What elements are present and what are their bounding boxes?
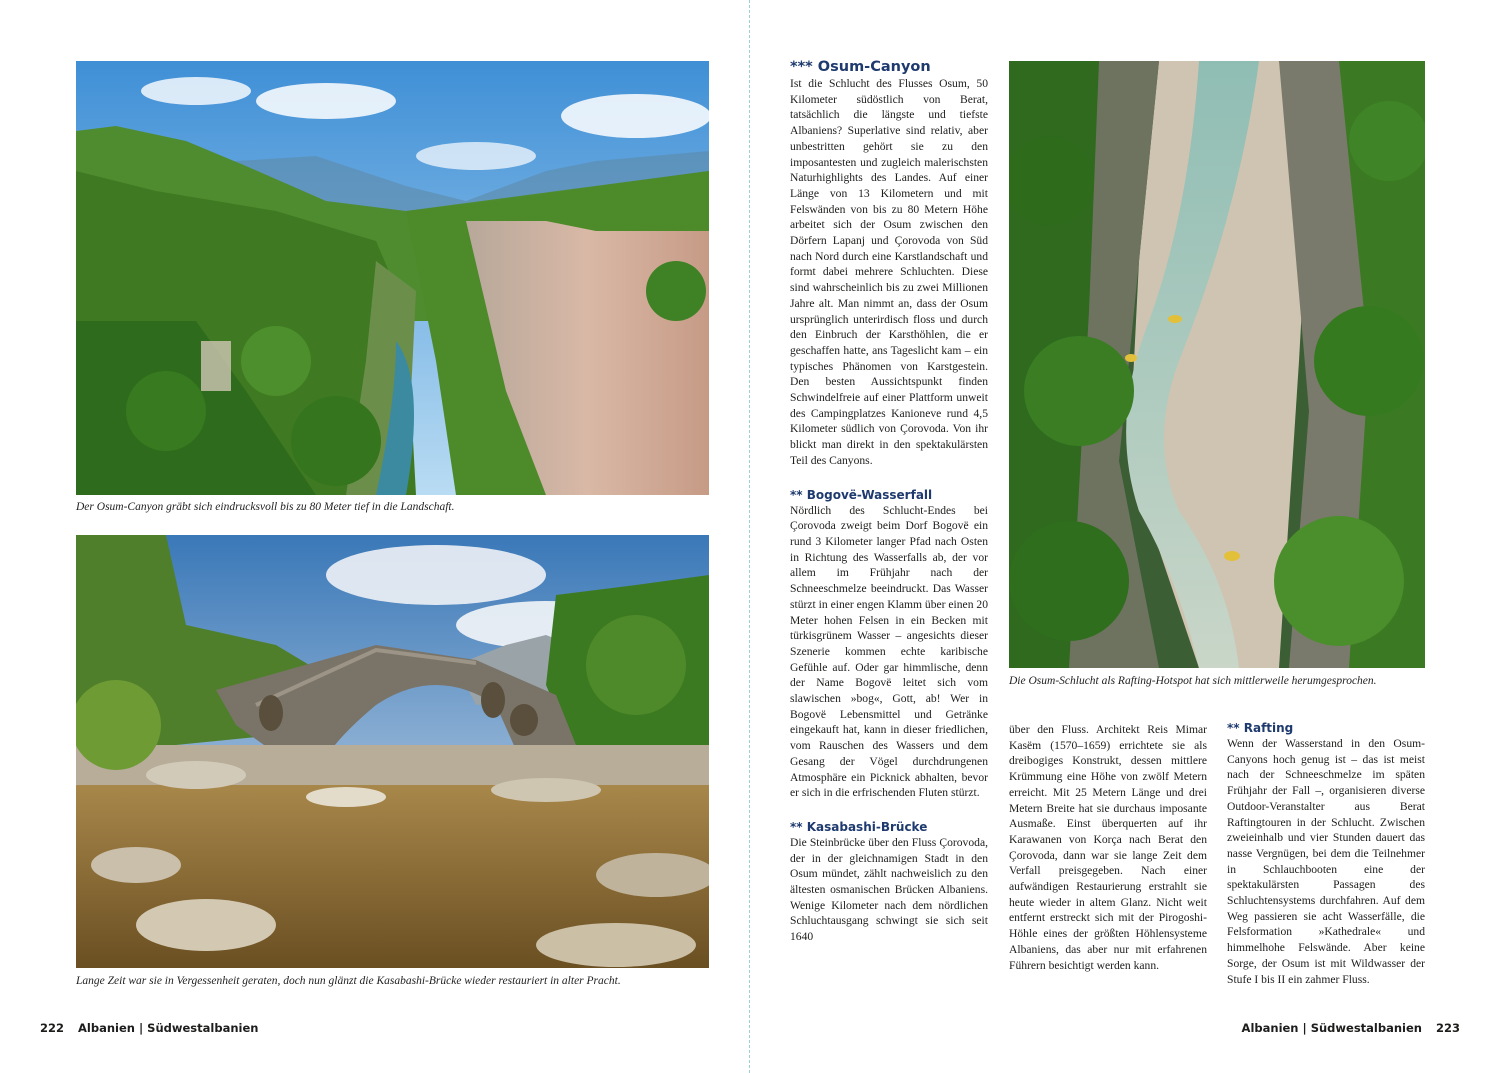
- photo-osum-rafting: [1009, 61, 1425, 668]
- heading-bogove-wasserfall: ** Bogovë-Wasserfall: [790, 487, 933, 502]
- footer-left: [26, 1021, 258, 1035]
- caption-osum-canyon: Der Osum-Canyon gräbt sich eindrucksvoll bis zu 80 Meter tief in die Landschaft.: [76, 501, 455, 513]
- column-2: [1009, 722, 1207, 973]
- text-kasabashi-bruecke-part2: über den Fluss. Architekt Reis Mimar Kasëm (1570–1659) errichtete sie als dreibogiges Konstrukt, dessen mittlere Krümmung eine Höhe von zwölf Metern erreicht. Mit 25 Metern Länge und drei Metern Breite hat sie durchaus imposante Ausmaße. Einst überquerten auf ihr Karawanen von Korça nach Berat den Çorovoda, dann war sie lange Zeit dem Verfall preisgegeben. Nach einer aufwändigen Restaurierung erstrahlt sie heute wieder in altem Glanz. Nicht weit entfernt erstreckt sich mit der Pirogoshi-Höhle eines der größten Höhlensysteme Albaniens, das aber nur mit erfahrenen Führern besichtigt werden kann.: [1009, 723, 1207, 972]
- text-bogove-wasserfall: Nördlich des Schlucht-Endes bei Çorovoda zweigt beim Dorf Bogovë ein rund 3 Kilometer langer Pfad nach Osten in Richtung des Wasserfalls ab, der vor allem im Frühjahr nach der Schneeschmelze beeindruckt. Das Wasser stürzt in einer engen Klamm über einen 20 Meter hohen Felsen in ein Becken mit türkisgrünem Wasser – angesichts dieser Szenerie kommen echte karibische Gefühle auf. Oder gar himmlische, denn der Name Bogovë leitet sich vom slawischen »bog«, Gott, ab! Wer in Bogovë Lebensmittel und Getränke eingekauft hat, kann in dieser friedlichen, vom Rauschen des Wassers und dem Gesang der Vögel durchdrungenen Atmosphäre ein Picknick abhalten, bevor er sich in die erfrischenden Fluten stürzt.: [790, 503, 988, 800]
- text-kasabashi-bruecke-part1: Die Steinbrücke über den Fluss Çorovoda, der in der gleichnamigen Stadt in den Osum mündet, zählt nachweislich zu den ältesten osmanischen Brücken Albaniens. Wenige Kilometer nach dem nördlichen Schluchtausgang schwingt sie sich seit 1640: [790, 835, 988, 944]
- caption-kasabashi-bridge: Lange Zeit war sie in Vergessenheit geraten, doch nun glänzt die Kasabashi-Brücke wieder restauriert in alter Pracht.: [76, 975, 621, 987]
- photo-osum-canyon: [76, 61, 709, 495]
- footer-right: [1242, 1021, 1474, 1035]
- column-1: [790, 58, 988, 945]
- heading-osum-canyon: *** Osum-Canyon: [790, 59, 931, 75]
- heading-rafting: ** Rafting: [1227, 721, 1294, 735]
- running-head-left: Albanien | Südwestalbanien: [78, 1021, 259, 1035]
- column-3: [1227, 720, 1425, 987]
- caption-osum-rafting: Die Osum-Schlucht als Rafting-Hotspot hat sich mittlerweile herumgesprochen.: [1009, 675, 1377, 687]
- photo-kasabashi-bridge: [76, 535, 709, 968]
- text-rafting: Wenn der Wasserstand in den Osum-Canyons hoch genug ist – das ist meist nach der Schneeschmelze im späten Frühjahr der Fall –, organisieren diverse Outdoor-Veranstalter aus Berat Raftingtouren in der Schlucht. Zwischen zweieinhalb und vier Stunden dauert das nasse Vergnügen, bei dem die Teilnehmer in Schlauchbooten eine der spektakulärsten Passagen des Schluchtensystems durchfahren. Auf dem Weg passieren sie acht Wasserfälle, die Felsformation »Kathedrale« und himmelhohe Felswände. Aber keine Sorge, der Osum ist mit Wildwasser der Stufe I bis II ein zahmer Fluss.: [1227, 737, 1425, 986]
- page-divider: [749, 0, 750, 1073]
- heading-kasabashi-bruecke: ** Kasabashi-Brücke: [790, 819, 928, 834]
- running-head-right: Albanien | Südwestalbanien: [1241, 1021, 1422, 1035]
- page-number-right: 223: [1435, 1021, 1460, 1035]
- text-osum-canyon: Ist die Schlucht des Flusses Osum, 50 Kilometer südöstlich von Berat, tatsächlich die längste und tiefste Albaniens? Superlative sind relativ, aber unbestritten gehört sie zu den imposantesten und zugleich malerischsten Naturhighlights des Landes. Auf einer Länge von 13 Kilometern und mit Felswänden von bis zu 80 Metern Höhe arbeitet sich der Osum zwischen den Dörfern Lapanj und Çorovoda von Süd nach Nord durch eine Karstlandschaft und formt dabei mehrere Schluchten. Diese sind wahrscheinlich bis zu zwei Millionen Jahre alt. Man nimmt an, dass der Osum ursprünglich unterirdisch floss und durch den Einbruch der Karsthöhlen, die er geschaffen hatte, ans Tageslicht kam – ein typisches Phänomen von Karstgestein. Den besten Aussichtspunkt finden Schwindelfreie auf einer Plattform unweit des Campingplatzes Kanioneve rund 4,5 Kilometer südlich von Çorovoda. Von ihr blickt man direkt in den spektakulärsten Teil des Canyons.: [790, 77, 988, 467]
- page-number-left: 222: [40, 1021, 65, 1035]
